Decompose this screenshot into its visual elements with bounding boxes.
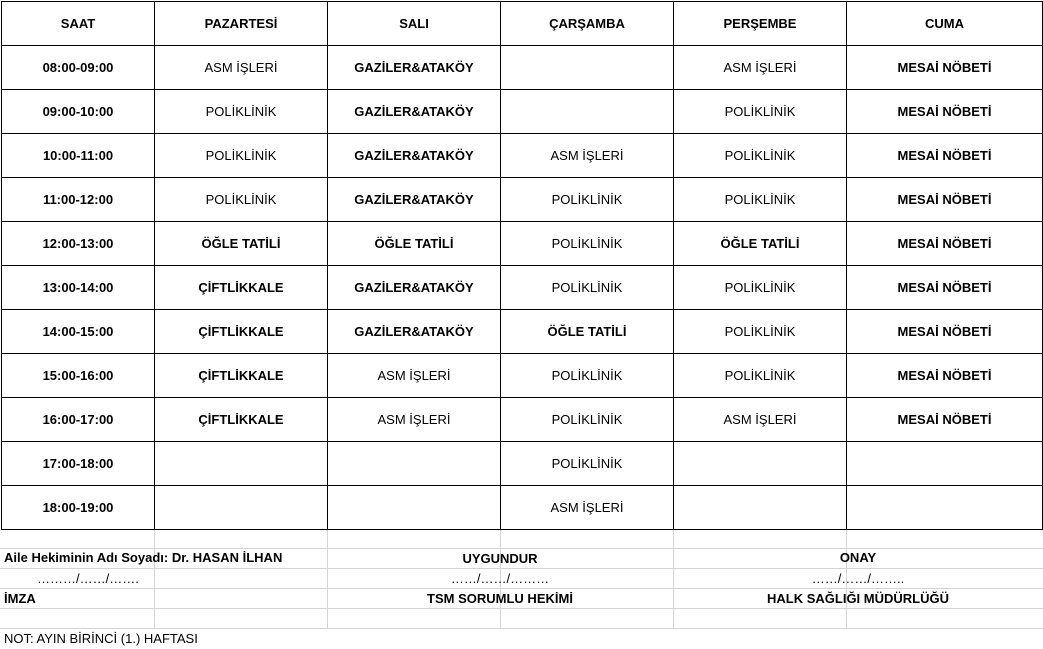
schedule-cell[interactable]: POLİKLİNİK	[501, 398, 674, 442]
schedule-cell[interactable]: MESAİ NÖBETİ	[847, 90, 1043, 134]
hour-cell[interactable]: 08:00-09:00	[2, 46, 155, 90]
header-sali[interactable]: SALI	[328, 2, 501, 46]
schedule-cell[interactable]	[155, 442, 328, 486]
schedule-cell[interactable]: ÇİFTLİKKALE	[155, 266, 328, 310]
schedule-cell[interactable]: ÇİFTLİKKALE	[155, 354, 328, 398]
gridline	[154, 529, 155, 629]
schedule-cell[interactable]: MESAİ NÖBETİ	[847, 310, 1043, 354]
schedule-cell[interactable]: GAZİLER&ATAKÖY	[328, 178, 501, 222]
schedule-cell[interactable]: POLİKLİNİK	[155, 134, 328, 178]
header-saat[interactable]: SAAT	[2, 2, 155, 46]
approve-date[interactable]: ……/……/………	[450, 571, 550, 586]
hour-cell[interactable]: 13:00-14:00	[2, 266, 155, 310]
table-row	[2, 178, 1043, 222]
schedule-cell[interactable]: GAZİLER&ATAKÖY	[328, 310, 501, 354]
schedule-cell[interactable]: MESAİ NÖBETİ	[847, 398, 1043, 442]
hour-cell[interactable]: 18:00-19:00	[2, 486, 155, 530]
schedule-cell[interactable]: ÇİFTLİKKALE	[155, 310, 328, 354]
table-row	[2, 486, 1043, 530]
hour-cell[interactable]: 12:00-13:00	[2, 222, 155, 266]
schedule-cell[interactable]: GAZİLER&ATAKÖY	[328, 46, 501, 90]
schedule-cell[interactable]: ASM İŞLERİ	[328, 354, 501, 398]
gridline	[0, 628, 1043, 629]
schedule-cell[interactable]: ASM İŞLERİ	[501, 134, 674, 178]
schedule-cell[interactable]: POLİKLİNİK	[674, 310, 847, 354]
table-row	[2, 442, 1043, 486]
doctor-name-label[interactable]: Aile Hekiminin Adı Soyadı: Dr. HASAN İLHAN	[4, 550, 283, 565]
schedule-cell[interactable]	[328, 486, 501, 530]
header-persembe[interactable]: PERŞEMBE	[674, 2, 847, 46]
schedule-cell[interactable]: POLİKLİNİK	[674, 354, 847, 398]
table-row	[2, 134, 1043, 178]
schedule-cell[interactable]: POLİKLİNİK	[674, 178, 847, 222]
schedule-cell[interactable]	[501, 90, 674, 134]
table-row	[2, 266, 1043, 310]
schedule-cell[interactable]: POLİKLİNİK	[674, 134, 847, 178]
note-text[interactable]: NOT: AYIN BİRİNCİ (1.) HAFTASI	[4, 631, 198, 646]
schedule-cell[interactable]	[674, 486, 847, 530]
header-row	[2, 2, 1043, 46]
schedule-cell[interactable]: ASM İŞLERİ	[155, 46, 328, 90]
schedule-cell[interactable]	[328, 442, 501, 486]
schedule-cell[interactable]: POLİKLİNİK	[501, 442, 674, 486]
schedule-table	[1, 1, 1043, 530]
schedule-cell[interactable]: MESAİ NÖBETİ	[847, 354, 1043, 398]
gridline	[0, 608, 1043, 609]
schedule-cell[interactable]: ÖĞLE TATİLİ	[501, 310, 674, 354]
schedule-cell[interactable]: MESAİ NÖBETİ	[847, 46, 1043, 90]
schedule-cell[interactable]: POLİKLİNİK	[501, 178, 674, 222]
schedule-cell[interactable]: POLİKLİNİK	[155, 178, 328, 222]
hour-cell[interactable]: 15:00-16:00	[2, 354, 155, 398]
table-row	[2, 310, 1043, 354]
schedule-body	[2, 46, 1043, 530]
schedule-cell[interactable]: ÖĞLE TATİLİ	[155, 222, 328, 266]
hour-cell[interactable]: 11:00-12:00	[2, 178, 155, 222]
schedule-cell[interactable]: MESAİ NÖBETİ	[847, 222, 1043, 266]
header-carsamba[interactable]: ÇARŞAMBA	[501, 2, 674, 46]
gridline	[0, 588, 1043, 589]
schedule-cell[interactable]: ASM İŞLERİ	[328, 398, 501, 442]
table-row	[2, 222, 1043, 266]
schedule-cell[interactable]: POLİKLİNİK	[501, 222, 674, 266]
gridline	[0, 568, 1043, 569]
schedule-cell[interactable]: POLİKLİNİK	[155, 90, 328, 134]
schedule-cell[interactable]: ASM İŞLERİ	[674, 398, 847, 442]
schedule-cell[interactable]: MESAİ NÖBETİ	[847, 134, 1043, 178]
table-row	[2, 398, 1043, 442]
header-pazartesi[interactable]: PAZARTESİ	[155, 2, 328, 46]
hour-cell[interactable]: 14:00-15:00	[2, 310, 155, 354]
schedule-cell[interactable]: GAZİLER&ATAKÖY	[328, 134, 501, 178]
schedule-cell[interactable]	[501, 46, 674, 90]
schedule-cell[interactable]: GAZİLER&ATAKÖY	[328, 266, 501, 310]
schedule-cell[interactable]: POLİKLİNİK	[501, 354, 674, 398]
schedule-cell[interactable]: ÇİFTLİKKALE	[155, 398, 328, 442]
table-row	[2, 90, 1043, 134]
schedule-cell[interactable]: ASM İŞLERİ	[674, 46, 847, 90]
onay-role[interactable]: HALK SAĞLIĞI MÜDÜRLÜĞÜ	[767, 591, 949, 606]
schedule-cell[interactable]: ASM İŞLERİ	[501, 486, 674, 530]
table-row	[2, 354, 1043, 398]
hour-cell[interactable]: 10:00-11:00	[2, 134, 155, 178]
schedule-cell[interactable]: POLİKLİNİK	[501, 266, 674, 310]
schedule-cell[interactable]	[847, 486, 1043, 530]
hour-cell[interactable]: 09:00-10:00	[2, 90, 155, 134]
gridline	[0, 548, 1043, 549]
approve-role[interactable]: TSM SORUMLU HEKİMİ	[427, 591, 573, 606]
schedule-cell[interactable]: MESAİ NÖBETİ	[847, 178, 1043, 222]
approve-label[interactable]: UYGUNDUR	[462, 551, 538, 566]
schedule-cell[interactable]: POLİKLİNİK	[674, 266, 847, 310]
schedule-cell[interactable]: GAZİLER&ATAKÖY	[328, 90, 501, 134]
hour-cell[interactable]: 16:00-17:00	[2, 398, 155, 442]
table-row	[2, 46, 1043, 90]
schedule-cell[interactable]: POLİKLİNİK	[674, 90, 847, 134]
schedule-cell[interactable]	[847, 442, 1043, 486]
schedule-cell[interactable]: ÖĞLE TATİLİ	[328, 222, 501, 266]
header-cuma[interactable]: CUMA	[847, 2, 1043, 46]
onay-label[interactable]: ONAY	[839, 550, 877, 565]
schedule-cell[interactable]: MESAİ NÖBETİ	[847, 266, 1043, 310]
schedule-cell[interactable]	[155, 486, 328, 530]
doctor-date[interactable]: ………/……/…….	[37, 571, 139, 586]
schedule-cell[interactable]	[674, 442, 847, 486]
doctor-signature-label[interactable]: İMZA	[4, 591, 36, 606]
hour-cell[interactable]: 17:00-18:00	[2, 442, 155, 486]
onay-date[interactable]: ……/……/……..	[811, 571, 905, 586]
schedule-cell[interactable]: ÖĞLE TATİLİ	[674, 222, 847, 266]
